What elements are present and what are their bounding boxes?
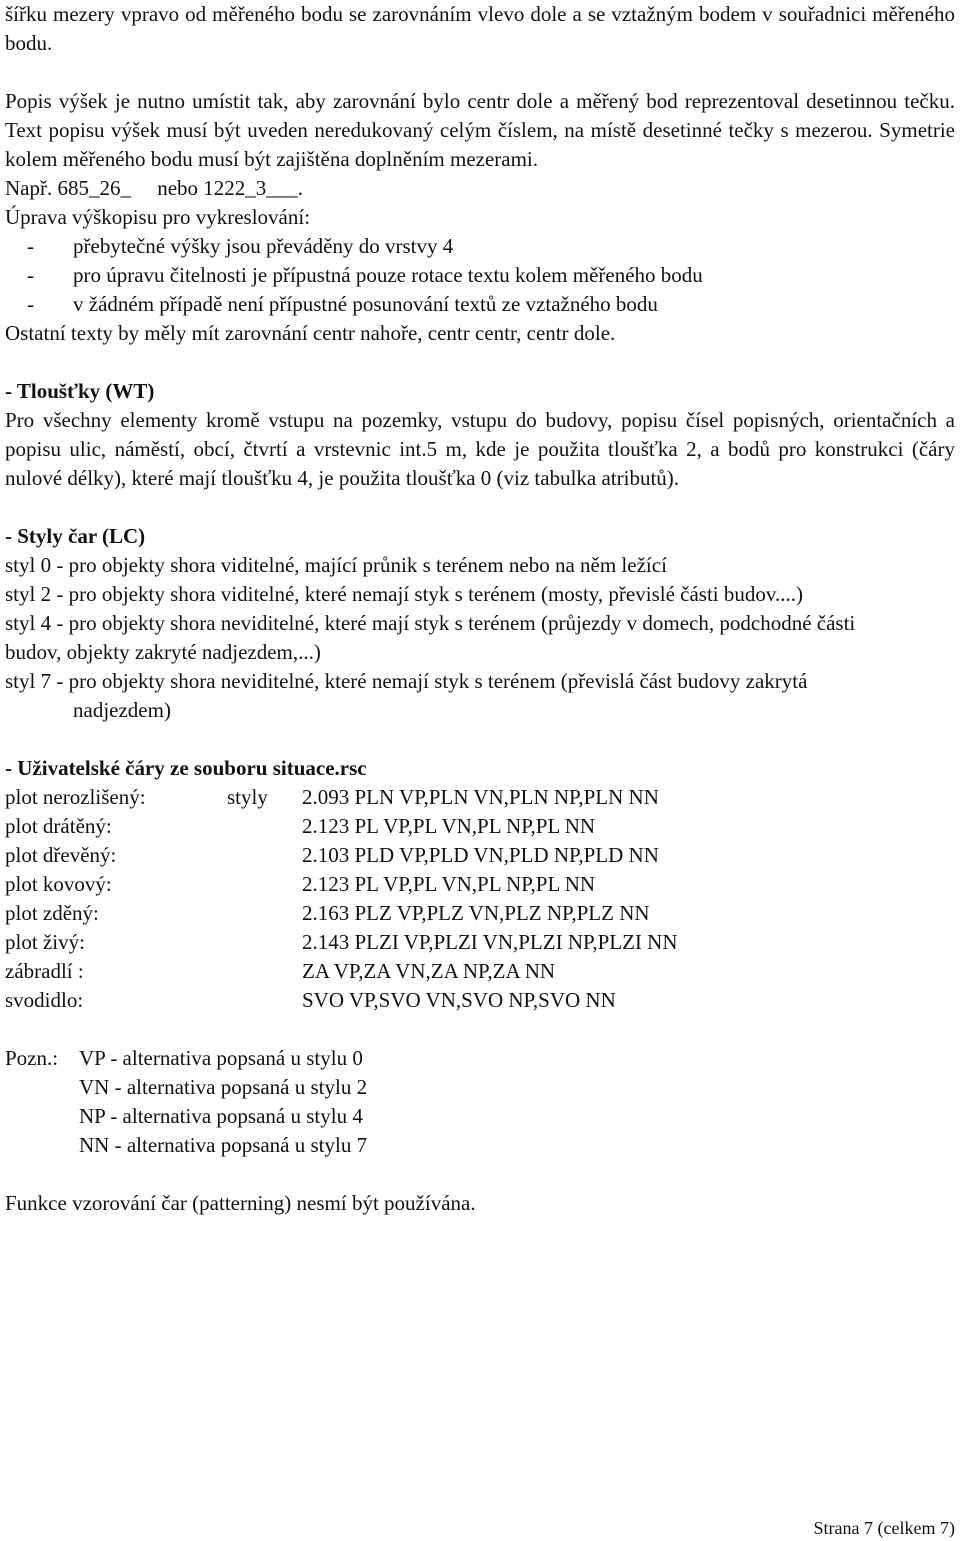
note-item: VN - alternativa popsaná u stylu 2 [79,1075,368,1099]
wt-paragraph: Pro všechny elementy kromě vstupu na pozemky, vstupu do budovy, popisu čísel popisných, orientačních a popisu ulic, náměstí, obcí, čtvrtí a vrstevnic int.5 m, kde je použita tloušťka 2, a bodů pro konstrukci (čáry nulové délky), které mají tloušťku 4, je použita tloušťka 0 (viz tabulka atributů). [5,408,955,490]
row-value: 2.123 PL VP,PL VN,PL NP,PL NN [302,872,596,896]
row-value: SVO VP,SVO VN,SVO NP,SVO NN [302,988,616,1012]
row-label: plot zděný: [5,901,99,925]
line-style-item: styl 4 - pro objekty shora neviditelné, které mají styk s terénem (průjezdy v domech, podchodné části budov, objekty zakryté nadjezdem,...) [5,611,856,664]
height-edit-title: Úprava výškopisu pro vykreslování: [5,205,311,229]
other-texts-note: Ostatní texty by měly mít zarovnání centr nahoře, centr centr, centr dole. [5,321,616,345]
row-label: plot drátěný: [5,814,112,838]
list-item: - pro úpravu čitelnosti je přípustná pouze rotace textu kolem měřeného bodu [5,261,955,290]
row-label: zábradlí : [5,959,84,983]
row-mid [227,812,302,841]
table-row [5,957,955,986]
notes-label: Pozn.: [5,1046,59,1070]
spacer [5,1015,955,1044]
spacer [5,348,955,377]
user-lines-table [5,783,955,1015]
section-heading-wt: - Tloušťky (WT) [5,379,155,403]
row-value: ZA VP,ZA VN,ZA NP,ZA NN [302,959,556,983]
note-spacer [5,1102,79,1131]
height-label-paragraph: Popis výšek je nutno umístit tak, aby zarovnání bylo centr dole a měřený bod reprezentoval desetinnou tečku. Text popisu výšek musí být uveden neredukovaný celým číslem, na místě desetinné tečky s mezerou. Symetrie kolem měřeného bodu musí být zajištěna doplněním mezerami. [5,89,955,171]
line-style-item: styl 2 - pro objekty shora viditelné, které nemají styk s terénem (mosty, převislé části budov....) [5,582,804,606]
note-row [5,1044,955,1073]
table-row [5,841,955,870]
table-row [5,986,955,1015]
row-label: plot kovový: [5,872,112,896]
list-item: - přebytečné výšky jsou převáděny do vrstvy 4 [5,232,955,261]
height-label-example: Např. 685_26_ nebo 1222_3___. [5,176,304,200]
row-mid [227,928,302,957]
row-label: plot dřevěný: [5,843,117,867]
row-label: plot živý: [5,930,85,954]
note-item: NP - alternativa popsaná u stylu 4 [79,1104,363,1128]
row-value: 2.093 PLN VP,PLN VN,PLN NP,PLN NN [302,785,659,809]
note-spacer [5,1073,79,1102]
list-item: - v žádném případě není přípustné posunování textů ze vztažného bodu [5,290,955,319]
row-mid [227,841,302,870]
spacer [5,725,955,754]
spacer [5,493,955,522]
spacer [5,1160,955,1189]
row-label: plot nerozlišený: [5,785,146,809]
note-item: NN - alternativa popsaná u stylu 7 [79,1133,368,1157]
row-value: 2.123 PL VP,PL VN,PL NP,PL NN [302,814,596,838]
row-value: 2.163 PLZ VP,PLZ VN,PLZ NP,PLZ NN [302,901,650,925]
row-mid [227,957,302,986]
document-page [5,0,955,1218]
page-number: Strana 7 (celkem 7) [813,1518,955,1538]
row-value: 2.143 PLZI VP,PLZI VN,PLZI NP,PLZI NN [302,930,678,954]
row-value: 2.103 PLD VP,PLD VN,PLD NP,PLD NN [302,843,659,867]
note-spacer [5,1131,79,1160]
line-style-continuation: nadjezdem) [73,698,171,722]
row-mid: styly [227,785,268,809]
table-row [5,783,955,812]
line-style-item: styl 0 - pro objekty shora viditelné, mající průnik s terénem nebo na něm ležící [5,553,667,577]
note-row [5,1073,955,1102]
closing-sentence: Funkce vzorování čar (patterning) nesmí být používána. [5,1191,476,1215]
section-heading-lc: - Styly čar (LC) [5,524,146,548]
note-item: VP - alternativa popsaná u stylu 0 [79,1046,363,1070]
table-row [5,928,955,957]
table-row [5,870,955,899]
section-heading-user-lines: - Uživatelské čáry ze souboru situace.rsc [5,756,367,780]
line-style-item: styl 7 - pro objekty shora neviditelné, které nemají styk s terénem (převislá část budovy zakrytá [5,669,808,693]
row-mid [227,870,302,899]
row-mid [227,986,302,1015]
row-label: svodidlo: [5,988,84,1012]
notes-block [5,1044,955,1160]
table-row [5,812,955,841]
intro-continuation: šířku mezery vpravo od měřeného bodu se zarovnáním vlevo dole a se vztažným bodem v souřadnici měřeného bodu. [5,2,955,55]
spacer [5,58,955,87]
note-row [5,1131,955,1160]
table-row [5,899,955,928]
note-row [5,1102,955,1131]
height-edit-list [5,232,955,319]
row-mid [227,899,302,928]
